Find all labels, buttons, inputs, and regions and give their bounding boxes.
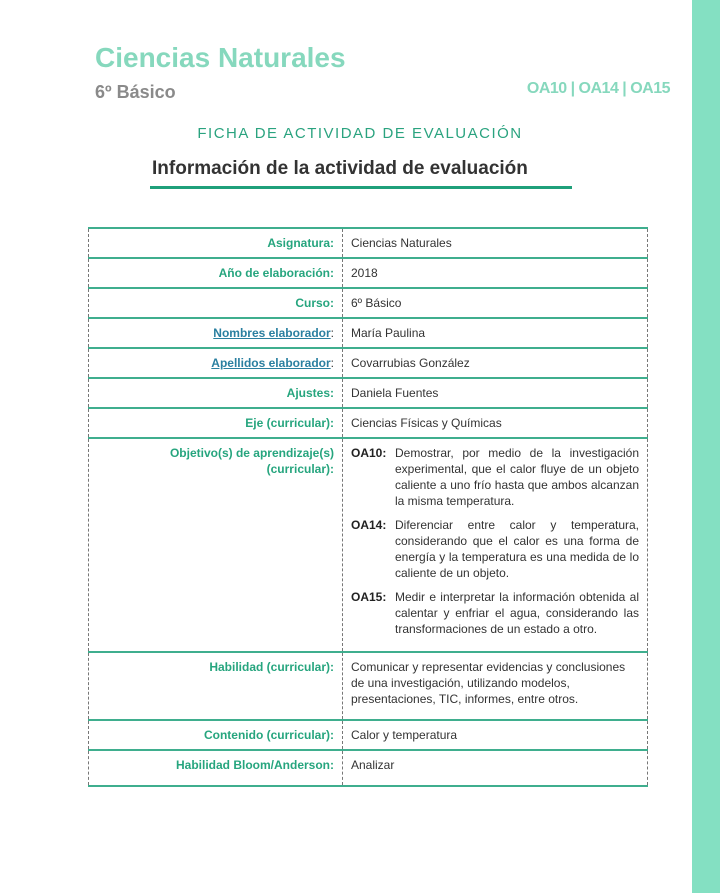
row-label: Asignatura: xyxy=(89,228,343,258)
row-label: Objetivo(s) de aprendizaje(s) (curricular): xyxy=(89,438,343,652)
row-value: Ciencias Naturales xyxy=(343,228,648,258)
ficha-heading: FICHA DE ACTIVIDAD DE EVALUACIÓN xyxy=(197,125,523,142)
row-label: Curso: xyxy=(89,288,343,318)
table-row xyxy=(89,720,648,750)
oa-code: OA10: xyxy=(351,446,387,460)
row-value: María Paulina xyxy=(343,318,648,348)
table-row xyxy=(89,652,648,720)
row-value: Calor y temperatura xyxy=(343,720,648,750)
row-label: Habilidad Bloom/Anderson: xyxy=(89,750,343,786)
oa-codes: OA10 | OA14 | OA15 xyxy=(526,80,670,97)
row-value: Analizar xyxy=(343,750,648,786)
section-title: Información de la actividad de evaluación xyxy=(152,158,528,179)
colon: : xyxy=(330,356,334,370)
row-label: Eje (curricular): xyxy=(89,408,343,438)
row-value: 6º Básico xyxy=(343,288,648,318)
subject-title: Ciencias Naturales xyxy=(95,42,346,73)
row-value: Comunicar y representar evidencias y conclusiones de una investigación, utilizando modelos, presentaciones, TIC, informes, entre otros. xyxy=(343,652,648,720)
apellidos-link[interactable]: Apellidos elaborador xyxy=(211,356,331,370)
table-row xyxy=(89,288,648,318)
oa-code: OA15: xyxy=(351,590,387,604)
row-label: Contenido (curricular): xyxy=(89,720,343,750)
table-row xyxy=(89,258,648,288)
colon: : xyxy=(330,326,334,340)
oa-item xyxy=(351,445,639,509)
row-label: Ajustes: xyxy=(89,378,343,408)
oa-item xyxy=(351,589,639,637)
grade-label: 6º Básico xyxy=(95,82,176,102)
table-row xyxy=(89,408,648,438)
row-value: Covarrubias González xyxy=(343,348,648,378)
table-row xyxy=(89,348,648,378)
row-label: Habilidad (curricular): xyxy=(89,652,343,720)
oa-text: Diferenciar entre calor y temperatura, considerando que el calor es una forma de energía y la temperatura es una medida de lo caliente de un objeto. xyxy=(395,518,639,580)
info-table xyxy=(88,227,648,787)
nombres-link[interactable]: Nombres elaborador xyxy=(213,326,331,340)
row-value: Daniela Fuentes xyxy=(343,378,648,408)
row-label: Año de elaboración: xyxy=(89,258,343,288)
oa-code: OA14: xyxy=(351,518,387,532)
row-value: 2018 xyxy=(343,258,648,288)
table-row xyxy=(89,318,648,348)
oa-text: Medir e interpretar la información obtenida al calentar y enfriar el agua, considerando las transformaciones de un estado a otro. xyxy=(395,590,639,636)
table-row-objetivos xyxy=(89,438,648,652)
row-value: Ciencias Físicas y Químicas xyxy=(343,408,648,438)
oa-item xyxy=(351,517,639,581)
table-row xyxy=(89,228,648,258)
title-underline xyxy=(150,186,572,189)
table-row xyxy=(89,750,648,786)
oa-text: Demostrar, por medio de la investigación experimental, que el calor fluye de un objeto caliente a uno frío hasta que ambos alcanzan la misma temperatura. xyxy=(395,446,639,508)
table-row xyxy=(89,378,648,408)
